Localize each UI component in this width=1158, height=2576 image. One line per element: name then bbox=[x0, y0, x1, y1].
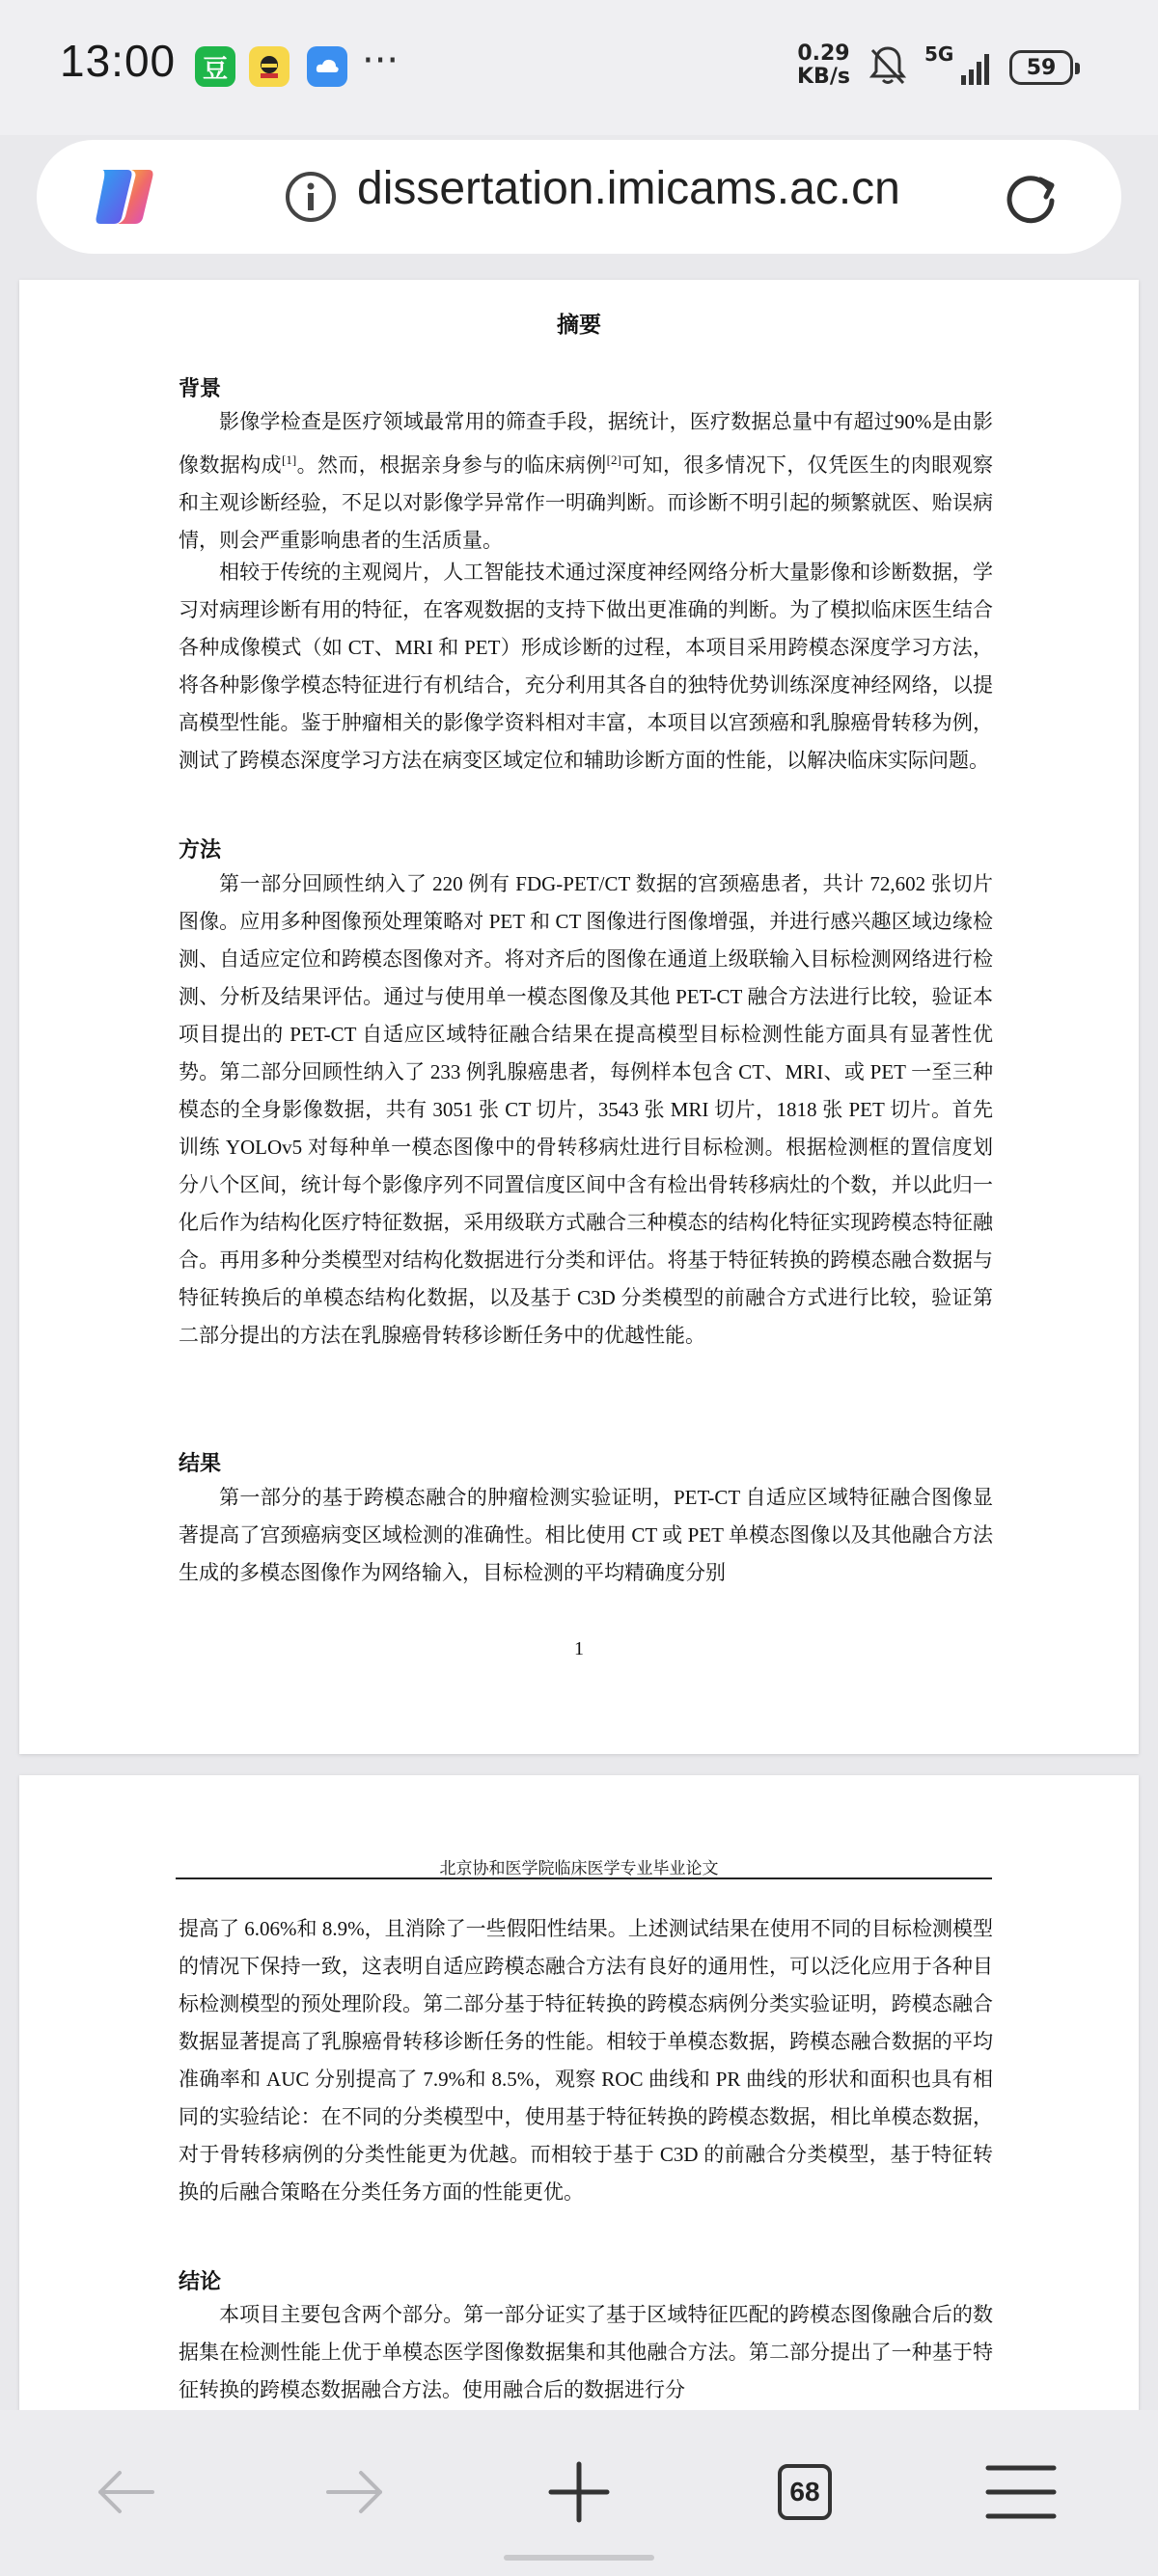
cloud-app-icon bbox=[307, 46, 347, 87]
background-paragraph-1 bbox=[179, 403, 993, 560]
url-text[interactable]: dissertation.imicams.ac.cn bbox=[357, 163, 900, 214]
reference-1[interactable]: [1] bbox=[282, 452, 297, 467]
background-text-b: 。然而，根据亲身参与的临床病例 bbox=[296, 453, 607, 477]
home-indicator[interactable] bbox=[504, 2555, 654, 2561]
background-text-a: 影像学检查是医疗领域最常用的筛查手段，据统计，医疗数据总量中有超过90%是由影像数据构成 bbox=[179, 410, 993, 477]
status-bar bbox=[0, 0, 1158, 135]
copilot-icon[interactable] bbox=[89, 164, 160, 230]
signal-bars-icon bbox=[932, 48, 994, 87]
methods-paragraph: 第一部分回顾性纳入了 220 例有 FDG-PET/CT 数据的宫颈癌患者，共计 72,602 张切片图像。应用多种图像预处理策略对 PET 和 CT 图像进行图像增强，并进行感兴趣区域边缘检测、自适应定位和跨模态图像对齐。将对齐后的图像在通道上级联输入目标检测网络进行检测、分析及结果评估。通过与使用单一模态图像及其他 PET-CT 融合方法进行比较，验证本项目提出的 PET-CT 自适应区域特征融合结果在提高模型目标检测性能方面具有显著性优势。第二部分回顾性纳入了 233 例乳腺癌患者，每例样本包含 CT、MRI、或 PET 一至三种模态的全身影像数据，共有 3051 张 CT 切片，3543 张 MRI 切片，1818 张 PET 切片。首先训练 YOLOv5 对每种单一模态图像中的骨转移病灶进行目标检测。根据检测框的置信度划分八个区间，统计每个影像序列不同置信度区间中含有检出骨转移病灶的个数，并以此归一化后作为结构化医疗特征数据，采用级联方式融合三种模态的结构化特征实现跨模态特征融合。再用多种分类模型对结构化数据进行分类和评估。将基于特征转换的跨模态融合数据与特征转换后的单模态结构化数据，以及基于 C3D 分类模型的前融合方式进行比较，验证第二部分提出的方法在乳腺癌骨转移诊断任务中的优越性能。 bbox=[179, 872, 993, 1347]
status-time: 13:00 bbox=[60, 36, 177, 86]
network-speed-unit: KB/s bbox=[797, 65, 850, 89]
site-info-icon[interactable] bbox=[284, 170, 338, 224]
section-heading-background: 背景 bbox=[179, 376, 222, 400]
section-heading-conclusion: 结论 bbox=[179, 2269, 222, 2293]
rider-app-icon bbox=[249, 46, 290, 87]
new-tab-plus-icon[interactable] bbox=[540, 2458, 618, 2526]
section-heading-methods: 方法 bbox=[179, 837, 222, 862]
battery-indicator: 59 bbox=[1009, 50, 1073, 85]
conclusion-paragraph: 本项目主要包含两个部分。第一部分证实了基于区域特征匹配的跨模态图像融合后的数据集在检测性能上优于单模态医学图像数据集和其他融合方法。第二部分提出了一种基于特征转换的跨模态数据融合方法。使用融合后的数据进行分 bbox=[179, 2303, 993, 2401]
results-continued-paragraph: 提高了 6.06%和 8.9%，且消除了一些假阳性结果。上述测试结果在使用不同的目标检测模型的情况下保持一致，这表明自适应跨模态融合方法有良好的通用性，可以泛化应用于各种目标检测模型的预处理阶段。第二部分基于特征转换的跨模态病例分类实验证明，跨模态融合数据显著提高了乳腺癌骨转移诊断任务的性能。相较于单模态数据，跨模态融合数据的平均准确率和 AUC 分别提高了 7.9%和 8.5%，观察 ROC 曲线和 PR 曲线的形状和面积也具有相同的实验结论：在不同的分类模型中，使用基于特征转换的跨模态数据，相比单模态数据，对于骨转移病例的分类性能更为优越。而相较于基于 C3D 的前融合分类模型，基于特征转换的后融合策略在分类任务方面的性能更优。 bbox=[179, 1917, 993, 2204]
status-more-icon: ··· bbox=[362, 39, 400, 83]
network-speed bbox=[797, 42, 850, 89]
results-paragraph: 第一部分的基于跨模态融合的肿瘤检测实验证明，PET-CT 自适应区域特征融合图像显著提高了宫颈癌病变区域检测的准确性。相比使用 CT 或 PET 单模态图像以及其他融合方法生成的多模态图像作为网络输入，目标检测的平均精确度分别 bbox=[179, 1486, 993, 1584]
menu-icon[interactable] bbox=[982, 2458, 1060, 2526]
bell-muted-icon bbox=[865, 42, 911, 89]
forward-arrow-icon[interactable] bbox=[315, 2458, 392, 2526]
background-paragraph-2: 相较于传统的主观阅片，人工智能技术通过深度神经网络分析大量影像和诊断数据，学习对病理诊断有用的特征，在客观数据的支持下做出更准确的判断。为了模拟临床医生结合各种成像模式（如 CT、MRI 和 PET）形成诊断的过程，本项目采用跨模态深度学习方法，将各种影像学模态特征进行有机结合，充分利用其各自的独特优势训练深度神经网络，以提高模型性能。鉴于肿瘤相关的影像学资料相对丰富，本项目以宫颈癌和乳腺癌骨转移为例，测试了跨模态深度学习方法在病变区域定位和辅助诊断方面的性能，以解决临床实际问题。 bbox=[179, 561, 993, 772]
background-text-c: 可知，很多情况下，仅凭医生的肉眼观察和主观诊断经验，不足以对影像学异常作一明确判断。而诊断不明引起的频繁就医、贻误病情，则会严重影响患者的生活质量。 bbox=[179, 453, 994, 552]
signal-type: 5G bbox=[924, 42, 954, 66]
running-header: 北京协和医学院临床医学专业毕业论文 bbox=[439, 1859, 719, 1877]
network-speed-value: 0.29 bbox=[797, 41, 850, 66]
back-arrow-icon[interactable] bbox=[89, 2458, 166, 2526]
douban-app-icon: 豆 bbox=[195, 46, 235, 87]
page-number: 1 bbox=[574, 1638, 584, 1659]
reference-2[interactable]: [2] bbox=[606, 452, 621, 467]
section-heading-results: 结果 bbox=[179, 1451, 222, 1475]
tabs-count-button[interactable]: 68 bbox=[778, 2464, 832, 2520]
header-rule bbox=[176, 1877, 992, 1879]
abstract-title: 摘要 bbox=[557, 313, 601, 337]
reload-icon[interactable] bbox=[1002, 170, 1060, 228]
